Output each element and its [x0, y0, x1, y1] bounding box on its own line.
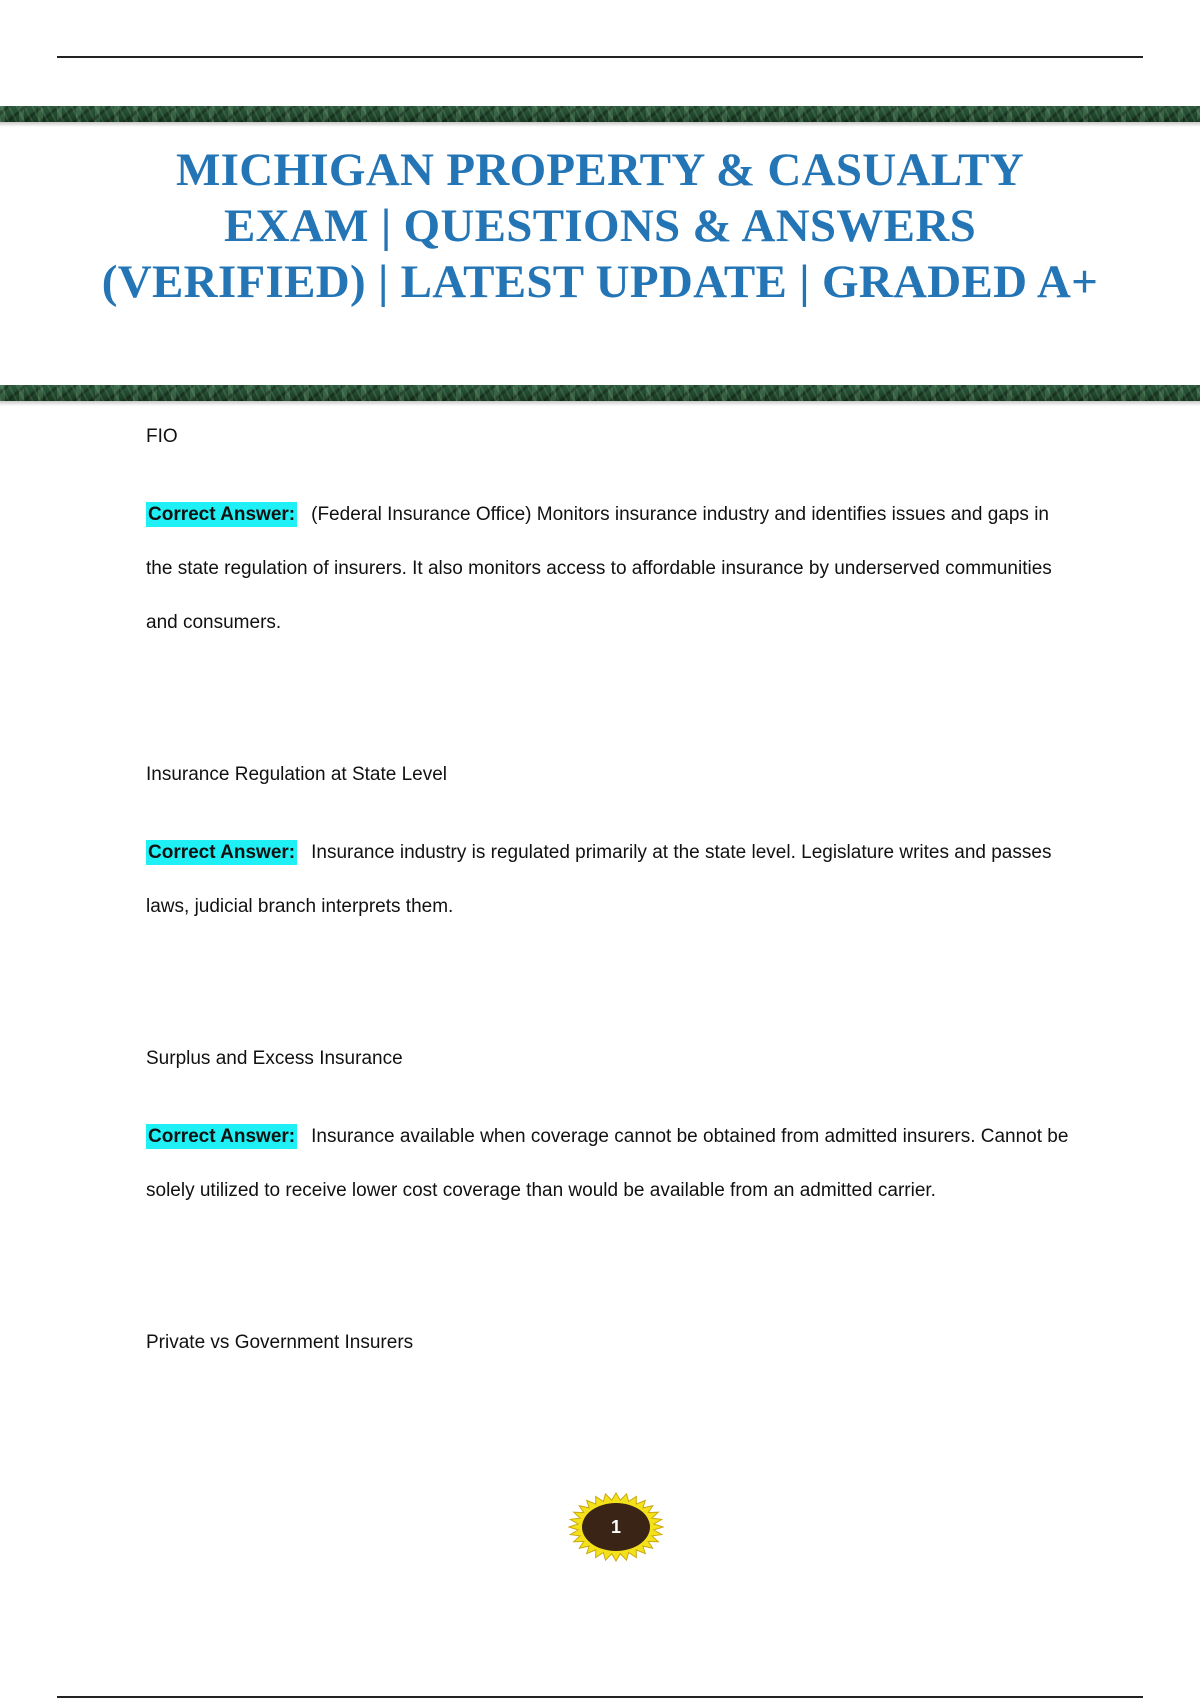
- document-title: MICHIGAN PROPERTY & CASUALTY EXAM | QUESTIONS & ANSWERS (VERIFIED) | LATEST UPDATE | GRADED A+: [101, 144, 1099, 308]
- answer-body: (Federal Insurance Office) Monitors insurance industry and identifies issues and gaps in the state regulation of insurers. It also monitors access to affordable insurance by underserved communities and consumers.: [146, 504, 1052, 633]
- page-number-badge: [568, 1492, 664, 1562]
- decorative-band-bottom: [0, 385, 1200, 401]
- answer-text: [146, 826, 1076, 934]
- answer-text: [146, 1110, 1076, 1218]
- correct-answer-label: Correct Answer:: [148, 504, 296, 525]
- question-text: FIO: [146, 426, 178, 447]
- band-shadow-top: [0, 122, 1200, 127]
- question-text: Surplus and Excess Insurance: [146, 1048, 403, 1069]
- answer-body: Insurance available when coverage cannot be obtained from admitted insurers. Cannot be solely utilized to receive lower cost coverage than would be available from an admitted carrier.: [146, 1126, 1069, 1201]
- answer-text: [146, 488, 1076, 650]
- page-number: 1: [610, 1517, 621, 1537]
- question-text: Private vs Government Insurers: [146, 1332, 414, 1353]
- qa-item: [146, 1040, 1076, 1218]
- qa-item: [146, 418, 1076, 650]
- top-rule: [57, 56, 1143, 58]
- bottom-rule: [57, 1696, 1143, 1698]
- decorative-band-top: [0, 106, 1200, 122]
- qa-item: [146, 1324, 1076, 1362]
- answer-body: Insurance industry is regulated primarily at the state level. Legislature writes and passes laws, judicial branch interprets them.: [146, 842, 1052, 917]
- correct-answer-label: Correct Answer:: [148, 1126, 296, 1147]
- qa-list: [146, 418, 1076, 1394]
- qa-item: [146, 756, 1076, 934]
- question-text: Insurance Regulation at State Level: [146, 764, 448, 785]
- band-shadow-bottom: [0, 401, 1200, 406]
- correct-answer-label: Correct Answer:: [148, 842, 296, 863]
